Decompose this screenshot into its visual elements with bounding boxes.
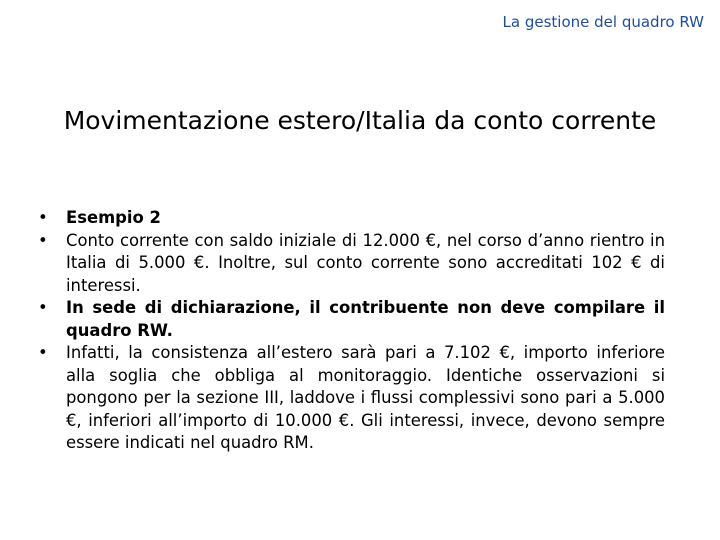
bullet-text: Infatti, la consistenza all’estero sarà pari a 7.102 €, importo inferiore alla soglia che obbliga al monitoraggio. Identiche osservazioni si pongono per la sezione III, laddove i flussi complessivi sono pari a 5.000 €, inferiori all’importo di 10.000 €. Gli interessi, invece, devono sempre essere indicati nel quadro RM. <box>66 343 665 452</box>
slide-title: Movimentazione estero/Italia da conto corrente <box>63 106 657 135</box>
bullet-item <box>38 207 665 230</box>
bullet-item <box>38 230 665 298</box>
bullet-text: Esempio 2 <box>66 208 161 227</box>
bullet-text: In sede di dichiarazione, il contribuente non deve compilare il quadro RW. <box>66 298 665 340</box>
bullet-item <box>38 342 665 455</box>
bullet-text: Conto corrente con saldo iniziale di 12.000 €, nel corso d’anno rientro in Italia di 5.000 €. Inoltre, sul conto corrente sono accreditati 102 € di interessi. <box>66 230 665 295</box>
bullet-dot-icon: • <box>38 343 48 362</box>
header-title: La gestione del quadro RW <box>502 13 704 31</box>
bullet-item <box>38 297 665 342</box>
bullet-dot-icon: • <box>38 298 48 317</box>
bullet-list <box>38 207 665 455</box>
bullet-dot-icon: • <box>38 230 48 250</box>
bullet-dot-icon: • <box>38 208 48 227</box>
